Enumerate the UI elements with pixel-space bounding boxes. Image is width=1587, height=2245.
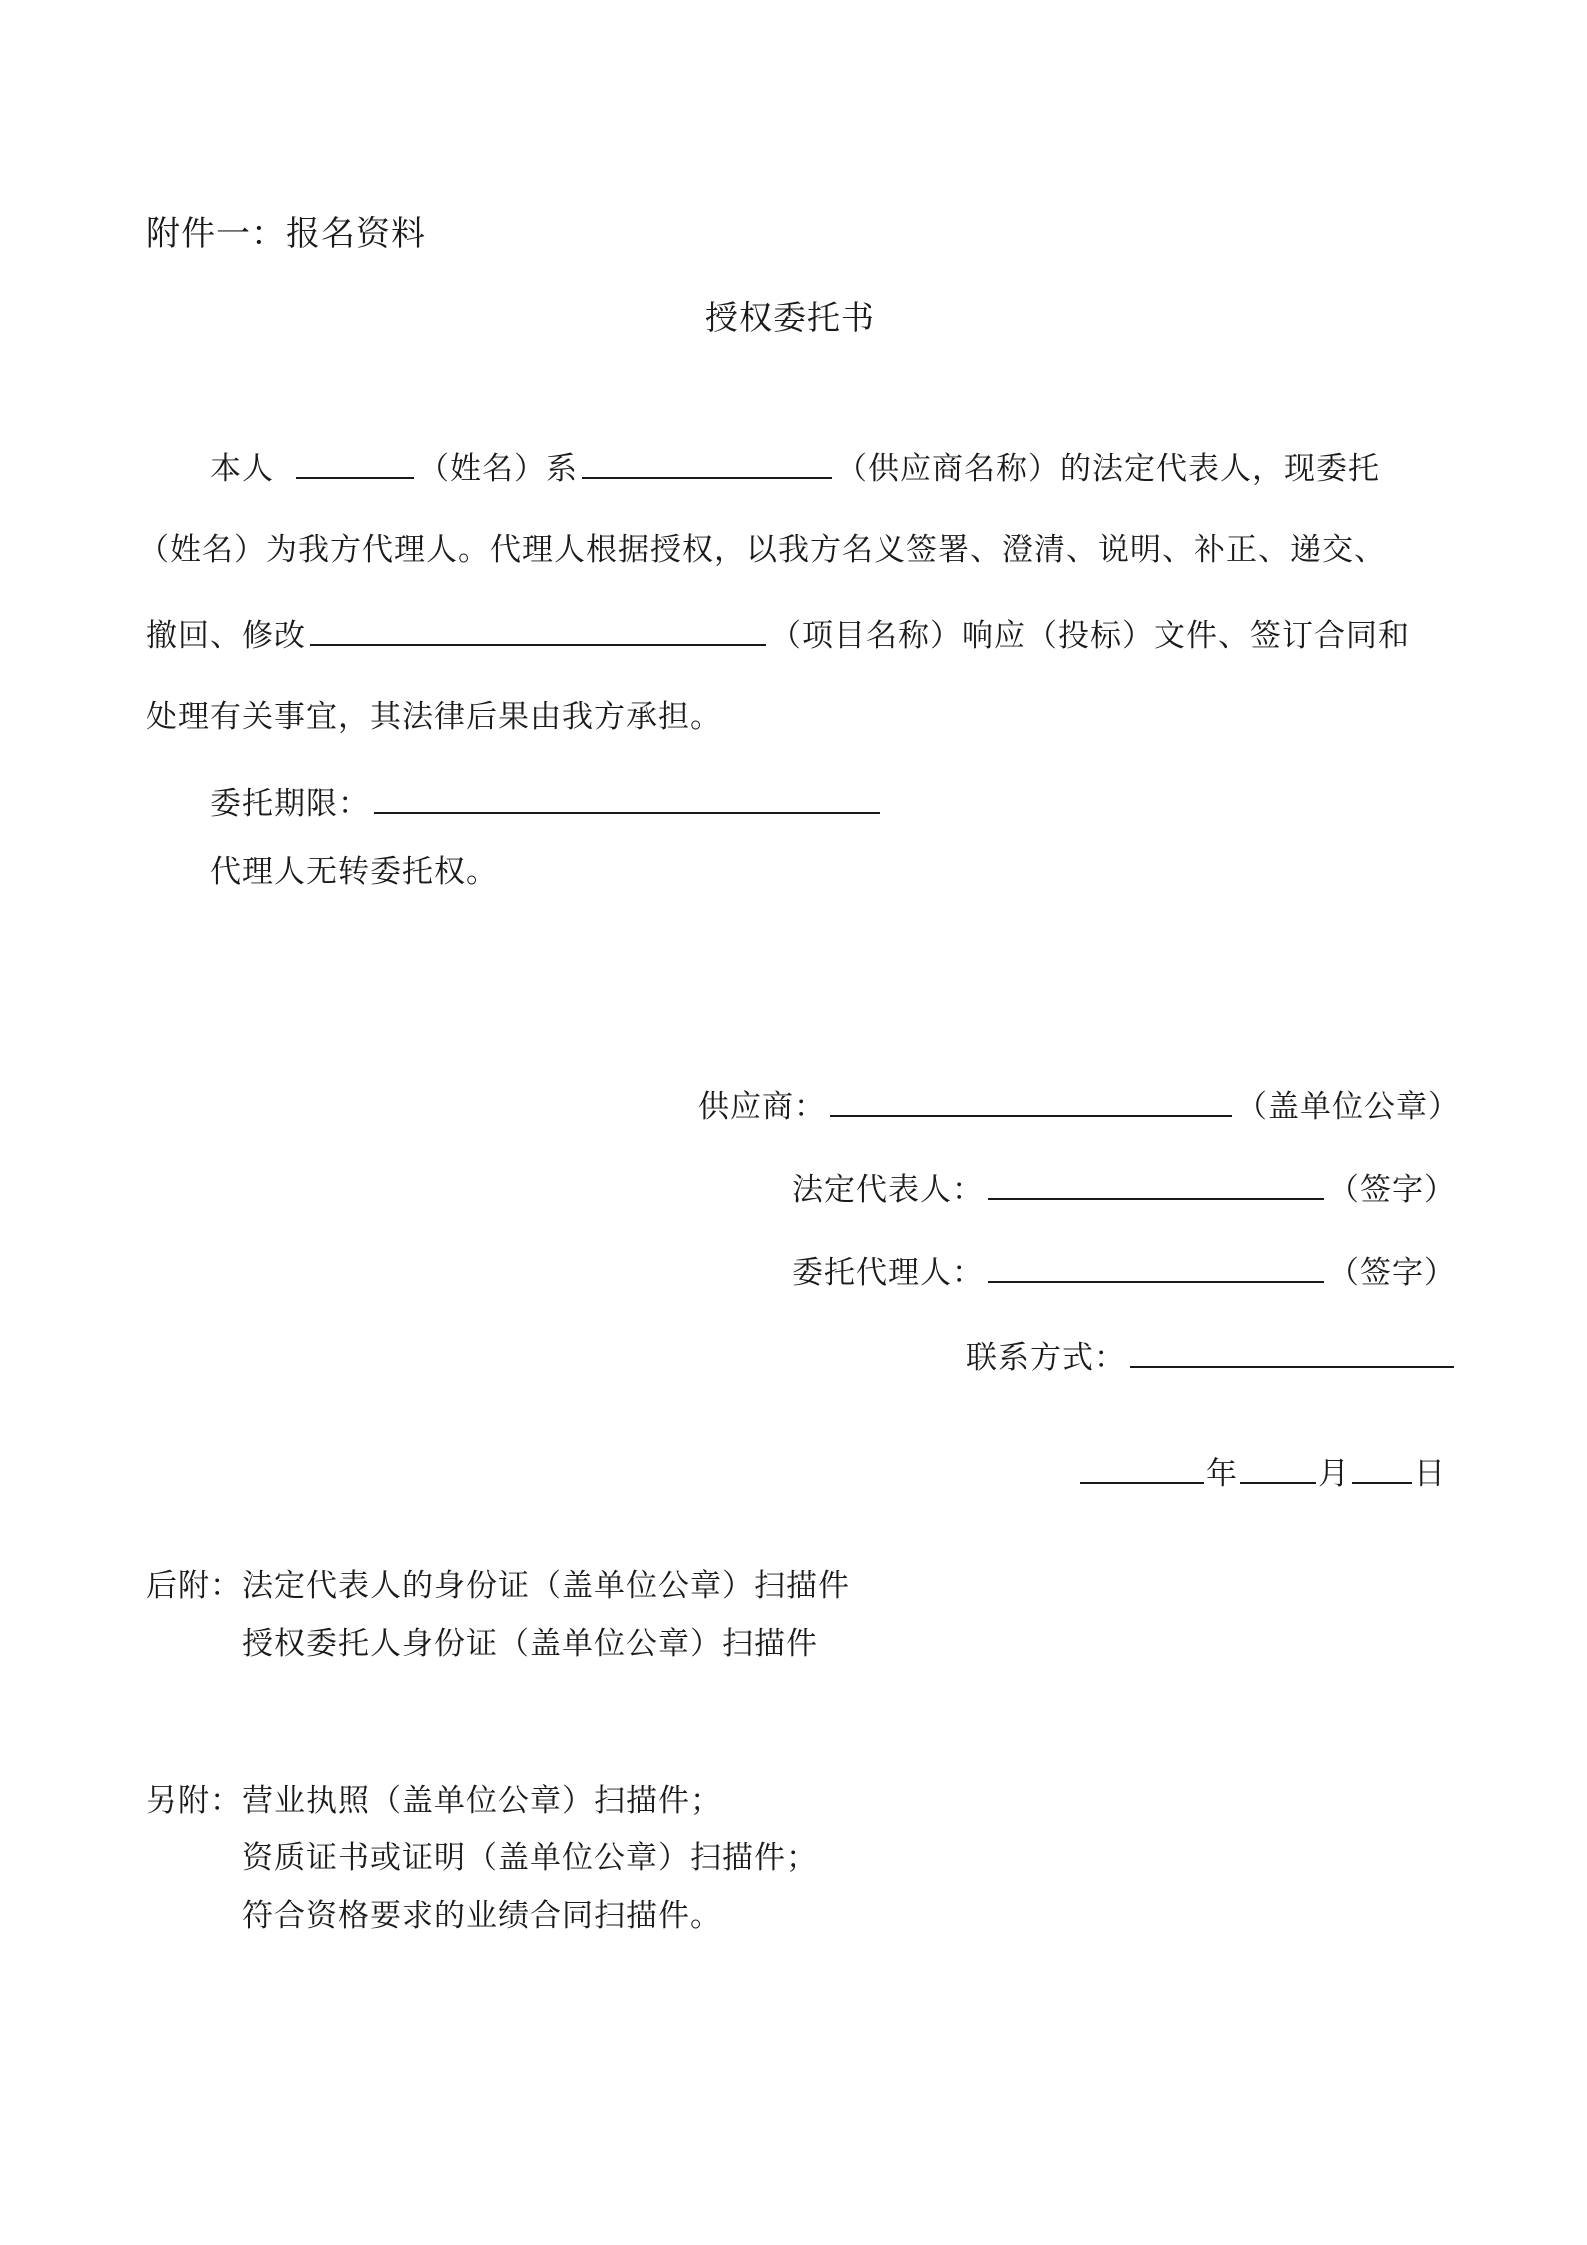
agent-sign-blank[interactable] xyxy=(988,1251,1324,1283)
contact-blank[interactable] xyxy=(1130,1336,1454,1368)
body-line-4: 处理有关事宜，其法律后果由我方承担。 xyxy=(146,699,722,735)
document-title: 授权委托书 xyxy=(705,298,875,337)
legal-rep-sign-blank[interactable] xyxy=(988,1168,1324,1200)
term-blank[interactable] xyxy=(374,782,880,814)
body-line-1: 本人 （姓名）系 （供应商名称）的法定代表人，现委托 xyxy=(210,447,1380,489)
attachment-heading: 附件一：报名资料 xyxy=(146,214,426,254)
supplier-sign-line: 供应商： （盖单位公章） xyxy=(698,1085,1460,1127)
appendix-other-line-1: 另附：营业执照（盖单位公章）扫描件； xyxy=(146,1783,722,1819)
appendix-after-line-1: 后附：法定代表人的身份证（盖单位公章）扫描件 xyxy=(146,1568,850,1604)
supplier-name-blank[interactable] xyxy=(582,447,832,479)
appendix-other-line-2: 资质证书或证明（盖单位公章）扫描件； xyxy=(242,1840,818,1876)
date-line: 年 月 日 xyxy=(1080,1452,1446,1494)
appendix-after-line-2: 授权委托人身份证（盖单位公章）扫描件 xyxy=(242,1626,818,1662)
agent-sign-line: 委托代理人： （签字） xyxy=(792,1251,1456,1293)
name-blank[interactable] xyxy=(296,447,414,479)
legal-rep-sign-line: 法定代表人： （签字） xyxy=(792,1168,1456,1210)
day-blank[interactable] xyxy=(1352,1452,1412,1484)
term-line: 委托期限： xyxy=(210,782,884,824)
no-subdelegation-line: 代理人无转委托权。 xyxy=(210,854,498,890)
contact-line: 联系方式： xyxy=(966,1336,1458,1378)
body-line-2: （姓名）为我方代理人。代理人根据授权，以我方名义签署、澄清、说明、补正、递交、 xyxy=(138,532,1386,568)
year-blank[interactable] xyxy=(1080,1452,1204,1484)
project-name-blank[interactable] xyxy=(310,614,766,646)
body-line-3: 撤回、修改 （项目名称）响应（投标）文件、签订合同和 xyxy=(146,614,1410,656)
month-blank[interactable] xyxy=(1240,1452,1316,1484)
appendix-other-line-3: 符合资格要求的业绩合同扫描件。 xyxy=(242,1898,722,1934)
supplier-sign-blank[interactable] xyxy=(830,1085,1232,1117)
